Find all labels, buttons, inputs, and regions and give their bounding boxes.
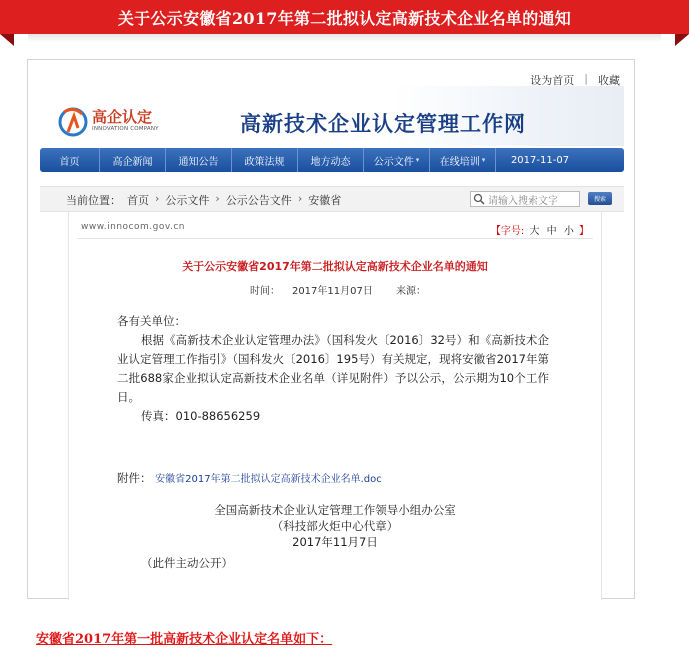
breadcrumb-separator: › — [215, 192, 220, 205]
favorite-link[interactable]: 收藏 — [598, 74, 620, 87]
toplink-separator: | — [584, 72, 588, 85]
fax-line: 传真：010-88656259 — [141, 409, 261, 423]
nav-local-news[interactable] — [298, 148, 364, 172]
article-sheet — [68, 212, 602, 600]
nav-label: 首页 — [59, 156, 80, 168]
banner-tail-right — [675, 0, 689, 34]
search-placeholder: 请输入搜索文字 — [488, 195, 558, 207]
breadcrumb-prefix: 当前位置： — [66, 194, 121, 207]
font-size-label: 【字号: — [490, 226, 525, 237]
source-label: 来源： — [396, 286, 427, 297]
site-logo[interactable] — [56, 102, 186, 142]
nav-label: 在线培训 — [439, 156, 480, 168]
nav-label: 通知公告 — [178, 156, 219, 168]
publish-time: 2017年11月07日 — [291, 286, 373, 297]
banner-tail-left — [0, 0, 14, 34]
site-header — [40, 70, 624, 185]
time-label: 时间： — [249, 286, 280, 297]
logo-mark-icon — [56, 102, 90, 142]
nav-date-label: 2017-11-07 — [510, 154, 570, 166]
nav-training[interactable] — [430, 148, 496, 172]
search-input[interactable] — [470, 191, 580, 207]
banner-fold-right — [675, 34, 689, 46]
bottom-note[interactable]: 安徽省2017年第一批高新技术企业认定名单如下： — [36, 632, 333, 647]
breadcrumb-separator: › — [155, 192, 160, 205]
font-size-large[interactable]: 大 — [529, 226, 540, 237]
breadcrumb-announcements[interactable]: 公示公告文件 — [225, 194, 292, 207]
logo-text: 高企认定 — [92, 108, 153, 126]
greeting: 各有关单位： — [117, 314, 186, 328]
signature-block — [117, 502, 553, 550]
font-size-small[interactable]: 小 — [563, 226, 574, 237]
site-domain: www.innocom.gov.cn — [81, 222, 185, 232]
signature-org: 全国高新技术企业认定管理工作领导小组办公室 — [214, 503, 456, 517]
public-note: （此件主动公开） — [141, 556, 233, 570]
article-title: 关于公示安徽省2017年第二批拟认定高新技术企业名单的通知 — [182, 260, 488, 273]
main-nav — [40, 148, 624, 172]
main-paragraph: 根据《高新技术企业认定管理办法》（国科发火〔2016〕32号）和《高新技术企业认定管理工作指引》（国科发火〔2016〕195号）有关规定，现将安徽省2017年第二批688家企业拟认定高新技术企业名单（详见附件）予以公示，公示期为10个工作日。 — [117, 333, 549, 404]
signature-seal: （科技部火炬中心代章） — [271, 519, 399, 533]
banner-fold-left — [0, 34, 14, 46]
nav-label: 地方动态 — [310, 156, 351, 168]
breadcrumb-public-files[interactable]: 公示文件 — [165, 194, 210, 207]
search-button[interactable]: 搜索 — [588, 192, 612, 205]
attachment-link[interactable]: 安徽省2017年第二批拟认定高新技术企业名单.doc — [155, 474, 382, 485]
divider — [77, 238, 593, 239]
breadcrumb-home[interactable]: 首页 — [127, 194, 149, 207]
font-size-end: 】 — [579, 226, 589, 237]
article-body — [117, 312, 549, 426]
dropdown-arrow-icon: ▾ — [415, 156, 420, 164]
font-size-medium[interactable]: 中 — [546, 226, 557, 237]
set-homepage-link[interactable]: 设为首页 — [530, 74, 575, 87]
breadcrumb-bar — [40, 186, 624, 212]
nav-home[interactable] — [40, 148, 100, 172]
article-meta — [69, 282, 601, 297]
logo-subtext: INNOVATION COMPANY — [92, 126, 159, 132]
site-title: 高新技术企业认定管理工作网 — [240, 111, 526, 136]
nav-news[interactable] — [100, 148, 166, 172]
banner-main — [14, 0, 675, 34]
nav-label: 公示文件 — [373, 156, 414, 168]
breadcrumb-anhui[interactable]: 安徽省 — [308, 194, 342, 207]
breadcrumb-separator: › — [297, 192, 303, 205]
top-links — [530, 72, 620, 88]
attachment — [117, 470, 382, 486]
banner-title: 关于公示安徽省2017年第二批拟认定高新技术企业名单的通知 — [117, 8, 572, 28]
nav-date — [496, 148, 584, 172]
nav-label: 政策法规 — [244, 156, 285, 168]
nav-label: 高企新闻 — [112, 156, 153, 168]
nav-public-files[interactable] — [364, 148, 430, 172]
search-icon — [473, 193, 485, 205]
banner-shadow — [28, 34, 661, 42]
nav-notices[interactable] — [166, 148, 232, 172]
font-size-switcher — [491, 222, 589, 237]
breadcrumb — [66, 192, 341, 208]
signature-date: 2017年11月7日 — [292, 535, 378, 549]
embedded-screenshot — [27, 59, 635, 599]
attachment-label: 附件： — [117, 471, 152, 485]
dropdown-arrow-icon: ▾ — [481, 156, 486, 164]
nav-policies[interactable] — [232, 148, 298, 172]
title-banner — [0, 0, 689, 40]
